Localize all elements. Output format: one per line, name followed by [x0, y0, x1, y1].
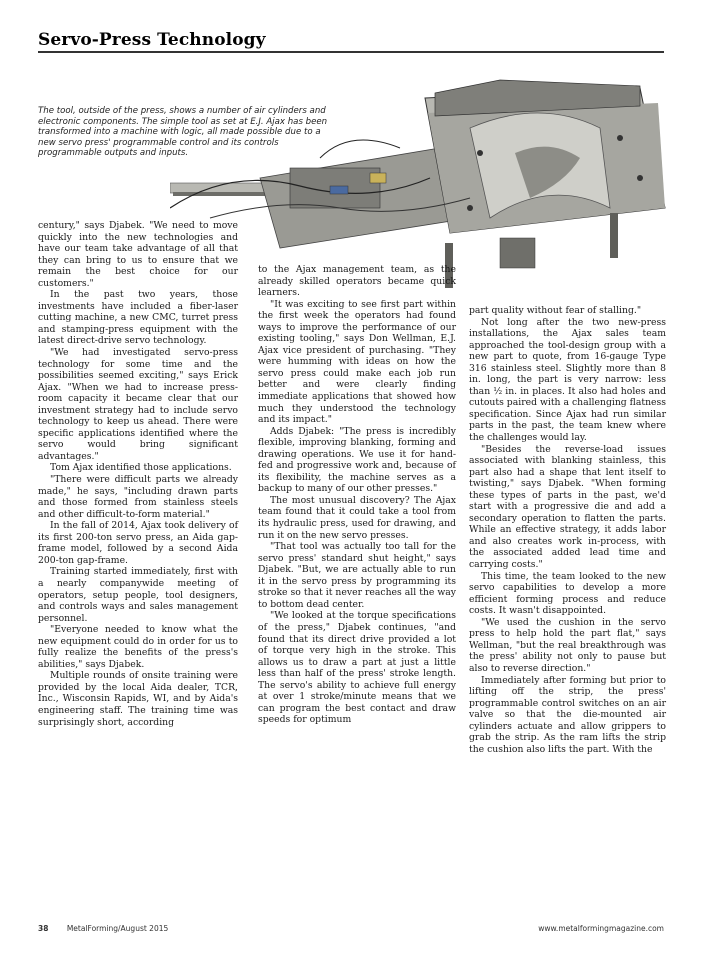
section-title: Servo-Press Technology — [38, 30, 266, 50]
paragraph: Not long after the two new-press installations, the Ajax sales team approached the tool-design group with a new part to quote, from 16-gauge Type 316 stainless steel. Slightly more than 8 in. long, the part is very narrow: less than ½ in. in places. It also had holes and cutouts paired with a challenging flatness specification. Since Ajax had run similar parts in the past, the team knew where the challenges would lay. — [469, 316, 666, 444]
photo-caption: The tool, outside of the press, shows a number of air cylinders and electronic components. The simple tool as set at E.J. Ajax has been transformed into a machine with logic, all made possible due to a new servo press' programmable control and its controls programmable outputs and inputs. — [38, 106, 328, 159]
paragraph: This time, the team looked to the new servo capabilities to develop a more efficient forming process and reduce costs. It wasn't disappointed. — [469, 570, 666, 617]
text-column-1 — [38, 220, 238, 728]
magazine-url: www.metalformingmagazine.com — [538, 924, 664, 933]
paragraph: Tom Ajax identified those applications. — [50, 462, 232, 474]
paragraph: Adds Djabek: "The press is incredibly flexible, improving blanking, forming and drawing operations. We use it for hand-fed and progressive work and, because of its flexibility, the machine serves as a backup to many of our other presses." — [258, 425, 456, 495]
paragraph: "We had investigated servo-press technology for some time and the possibilities seemed exciting," says Erick Ajax. "When we had to increase press-room capacity it became clear that our investment strategy had to include servo technology to keep us ahead. There were specific applications identified where the servo would bring significant advantages." — [38, 347, 238, 462]
paragraph: "Besides the reverse-load issues associated with blanking stainless, this part also had a shape that lent itself to twisting," says Djabek. "When forming these types of parts in the past, we'd start with a progressive die and add a secondary operation to flatten the parts. While an effective strategy, it adds labor and also creates work in-process, with the associated added lead time and carrying costs." — [469, 443, 666, 571]
paragraph: "There were difficult parts we already made," he says, "including drawn parts and those formed from stainless steels and other difficult-to-form material." — [38, 474, 238, 520]
paragraph: "Everyone needed to know what the new equipment could do in order for us to fully realize the benefits of the press's abilities," says Djabek. — [38, 624, 238, 670]
paragraph: Multiple rounds of onsite training were provided by the local Aida dealer, TCR, Inc., Wisconsin Rapids, WI, and by Aida's engineering staff. The training time was surprisingly short, according — [38, 670, 238, 728]
paragraph: part quality without fear of stalling." — [469, 305, 642, 316]
magazine-issue: MetalForming/August 2015 — [66, 924, 169, 933]
paragraph: In the past two years, those investments have included a fiber-laser cutting machine, a new CMC, turret press and stamping-press equipment with the latest direct-drive servo technology. — [38, 289, 238, 347]
paragraph: "We used the cushion in the servo press to help hold the part flat," says Wellman, "but the real breakthrough was the press' ability not only to pause but also to reverse direction." — [469, 616, 666, 674]
text-column-2 — [258, 264, 456, 726]
text-column-3 — [469, 305, 666, 755]
paragraph: to the Ajax management team, as the already skilled operators became quick learners. — [258, 264, 456, 299]
paragraph: In the fall of 2014, Ajax took delivery of its first 200-ton servo press, an Aida gap-frame model, followed by a second Aida 200-ton gap-frame. — [38, 520, 238, 566]
paragraph: Training started immediately, first with a nearly companywide meeting of operators, setup people, tool designers, and controls ways and sales management personnel. — [38, 566, 238, 624]
page-number: 38 — [38, 924, 49, 933]
title-rule — [38, 51, 664, 53]
paragraph: "It was exciting to see first part within the first week the operators had found ways to improve the performance of our existing tooling," says Don Wellman, E.J. Ajax vice president of purchasing. "They were humming with ideas on how the servo press could make each job run better and were clearly finding immediate applications that showed how much they understood the technology and its impact." — [258, 298, 456, 426]
paragraph: Immediately after forming but prior to lifting off the strip, the press' programmable control switches on an air valve so that the die-mounted air cylinders actuate and allow grippers to grab the strip. As the ram lifts the strip the cushion also lifts the part. With the — [469, 674, 666, 755]
paragraph: "That tool was actually too tall for the servo press' standard shut height," says Djabek. "But, we are actually able to run it in the servo press by programming its stroke so that it never reaches all the way to bottom dead center. — [258, 541, 456, 610]
paragraph: "We looked at the torque specifications of the press," Djabek continues, "and found that its direct drive provided a lot of torque very high in the stroke. This allows us to draw a part at just a little less than half of the press' stroke length. The servo's ability to achieve full energy at over 1 stroke/minute means that we can program the best contact and draw speeds for optimum — [258, 610, 456, 726]
paragraph: The most unusual discovery? The Ajax team found that it could take a tool from its hydraulic press, used for drawing, and run it on the new servo presses. — [258, 494, 456, 541]
paragraph: century," says Djabek. "We need to move quickly into the new technologies and have our team take advantage of all that they can bring to us to ensure that we remain the best choice for our customers." — [38, 220, 238, 289]
